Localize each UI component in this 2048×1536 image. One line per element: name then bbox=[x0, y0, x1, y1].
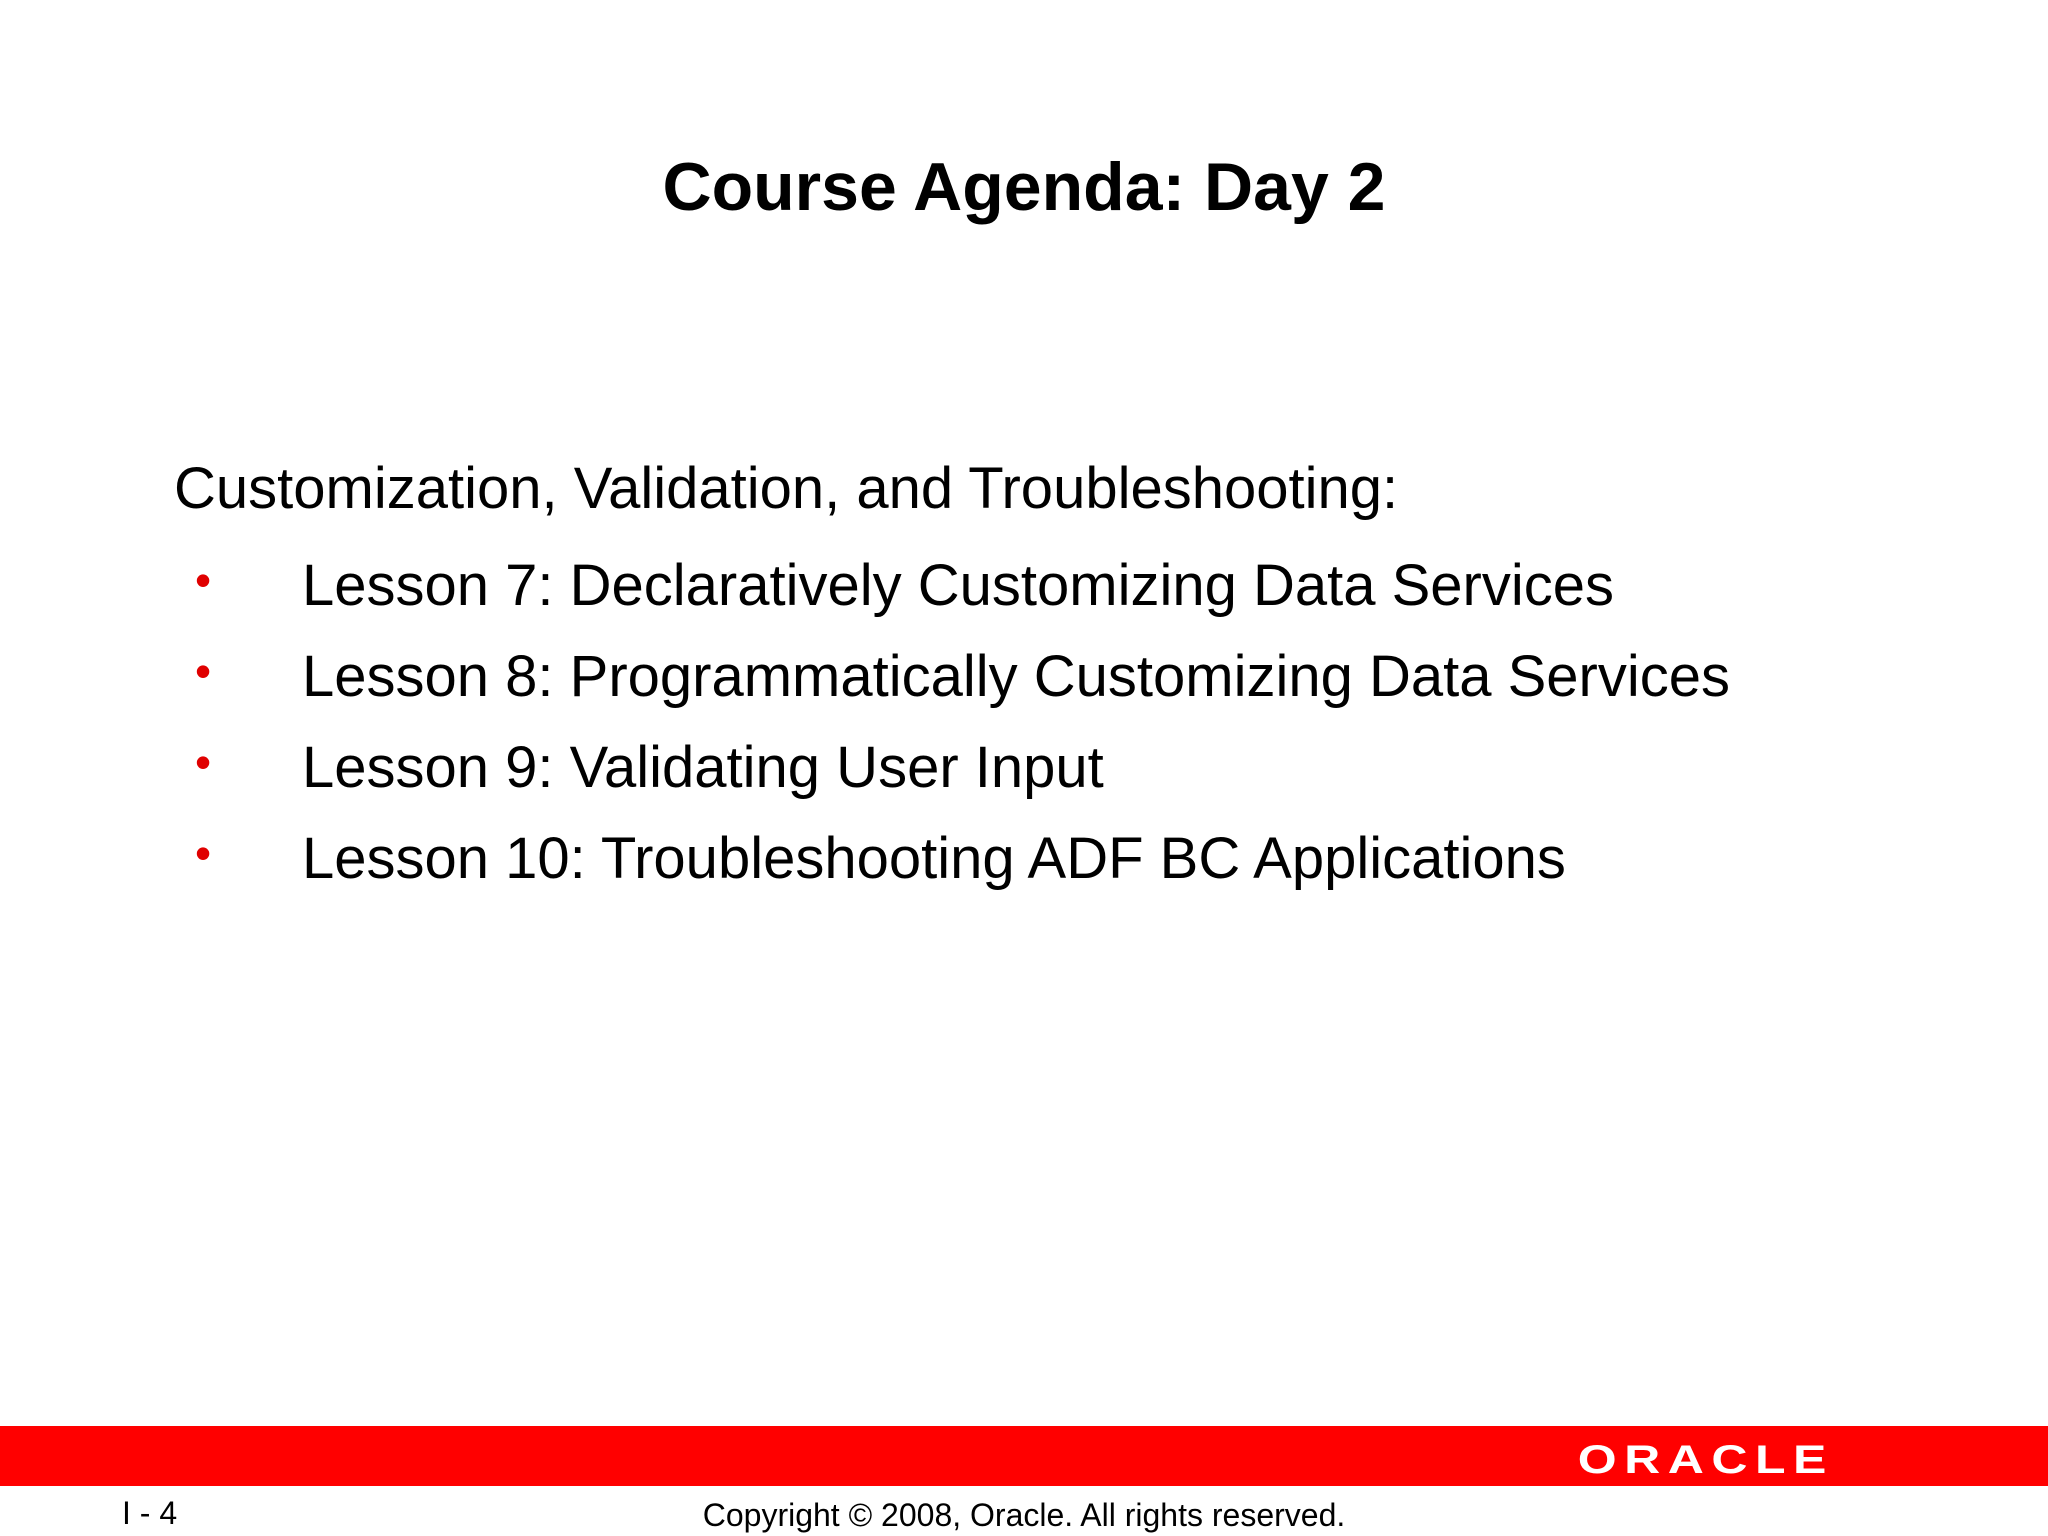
bullet-icon: • bbox=[195, 645, 212, 697]
lesson-10-text: Lesson 10: Troubleshooting ADF BC Applications bbox=[302, 826, 1566, 891]
section-intro: Customization, Validation, and Troubleshooting: bbox=[174, 456, 1399, 521]
lesson-9-text: Lesson 9: Validating User Input bbox=[302, 735, 1104, 800]
lesson-8-text: Lesson 8: Programmatically Customizing Data Services bbox=[302, 644, 1730, 709]
copyright-notice: Copyright © 2008, Oracle. All rights reserved. bbox=[702, 1497, 1346, 1533]
slide-title: Course Agenda: Day 2 bbox=[662, 149, 1386, 225]
page-number: I - 4 bbox=[122, 1495, 178, 1531]
bullet-icon: • bbox=[195, 827, 212, 879]
oracle-logo: ORACLE bbox=[1577, 1438, 1834, 1482]
lesson-7-text: Lesson 7: Declaratively Customizing Data Services bbox=[302, 553, 1614, 618]
bullet-icon: • bbox=[195, 736, 212, 788]
bullet-icon: • bbox=[195, 554, 212, 606]
